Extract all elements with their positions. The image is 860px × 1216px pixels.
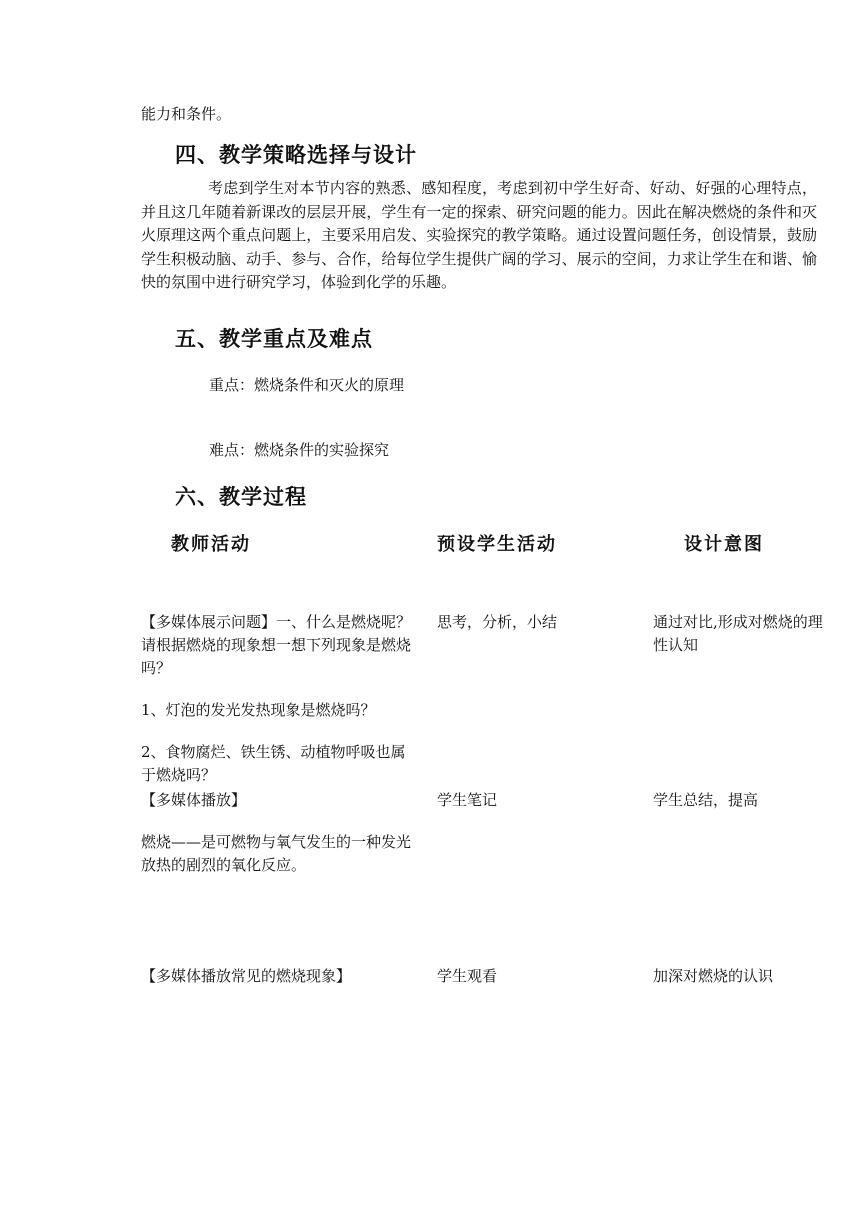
column-header-teacher: 教师活动	[171, 534, 251, 555]
row2-design-intent: 学生总结，提高	[653, 791, 759, 809]
section5-heading: 五、教学重点及难点	[175, 326, 373, 351]
column-header-intent: 设计意图	[684, 534, 764, 555]
row1-teacher-question: 【多媒体展示问题】一、什么是燃烧呢？请根据燃烧的现象想一想下列现象是燃烧吗？	[141, 613, 412, 677]
key-point-text: 重点：燃烧条件和灭火的原理	[209, 376, 405, 394]
row1-teacher-item1: 1、灯泡的发光发热现象是燃烧吗？	[141, 701, 376, 719]
row1-design-intent: 通过对比,形成对燃烧的理性认知	[653, 613, 823, 654]
row2-teacher-label: 【多媒体播放】	[141, 791, 247, 809]
section4-heading: 四、教学策略选择与设计	[175, 142, 417, 167]
section4-paragraph: 考虑到学生对本节内容的熟悉、感知程度，考虑到初中学生好奇、好动、好强的心理特点，并且这几年随着新课改的层层开展，学生有一定的探索、研究问题的能力。因此在解决燃烧的条件和灭火原理这两个重点问题上，主要采用启发、实验探究的教学策略。通过设置问题任务，创设情景，鼓励学生积极动脑、动手、参与、合作，给每位学生提供广阔的学习、展示的空间，力求让学生在和谐、愉快的氛围中进行研究学习，体验到化学的乐趣。	[141, 179, 817, 292]
row1-student-activity: 思考，分析，小结	[437, 613, 558, 631]
row3-teacher-label: 【多媒体播放常见的燃烧现象】	[141, 967, 352, 985]
column-header-student: 预设学生活动	[437, 534, 557, 555]
row2-teacher-definition: 燃烧——是可燃物与氧气发生的一种发光放热的剧烈的氧化反应。	[141, 833, 412, 874]
section6-heading: 六、教学过程	[175, 484, 307, 509]
row3-design-intent: 加深对燃烧的认识	[653, 967, 774, 985]
difficult-point-text: 难点：燃烧条件的实验探究	[209, 441, 390, 459]
row2-student-activity: 学生笔记	[437, 791, 498, 809]
intro-tail-text: 能力和条件。	[141, 105, 232, 123]
row3-student-activity: 学生观看	[437, 967, 498, 985]
row1-teacher-item2: 2、食物腐烂、铁生锈、动植物呼吸也属于燃烧吗？	[141, 743, 406, 784]
